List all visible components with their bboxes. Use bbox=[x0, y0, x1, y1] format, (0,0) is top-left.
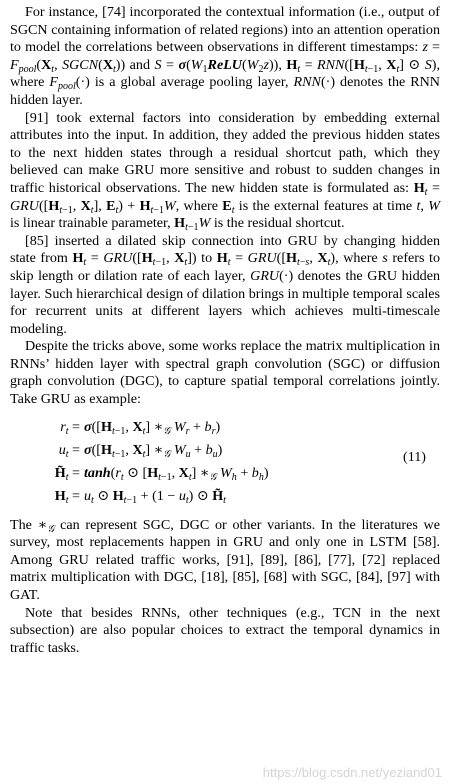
text: denotes the RNN hidden layer. bbox=[10, 74, 440, 108]
text: to bbox=[196, 250, 217, 267]
text: is the external features at time bbox=[234, 197, 417, 214]
paragraph-graph-conv bbox=[10, 338, 440, 408]
text: , where bbox=[10, 56, 440, 91]
equation-11: $r_t$ = $\sigma([H_{t-1}$, $X_t$] $∗_𝒢$ $W_r + b_r$) $u_t$ = $\sigma([H_{t-1}$, $X_t$] $∗_𝒢$ $W_u + b_u$) $H̃_t$ = $\tanh(r_t$ ⊙ [$H_{t-1}$, $X_t$] $∗_𝒢$ $W_h + b_h$) $H_t$ = $u_t$ ⊙ $H_{t-1} + (1 - u_t)$ ⊙ $H̃_t$ (11) bbox=[54, 418, 426, 506]
paragraph-note bbox=[10, 605, 440, 658]
text: Note that besides RNNs, other techniques (e.g., TCN in the next subsection) are also popular choices to extract the temporal dynamics in traffic tasks. bbox=[10, 604, 440, 656]
paragraph-residual-gru: [91] took external factors into consideration by embedding external attributes into the input. In addition, they added the previous hidden states to the next hidden states through a residual shortcut path, which they believed can make GRU more sensitive and robust to sudden changes in traffic historical observations. The new hidden state is formulated as: $H_t = GRU([H_{t-1}$, $X_t$], $E_t) + H_{t-1}W$, where $E_t$ is the external features at time t, W is linear trainable parameter, $H_{t-1}W$ is the residual shortcut. bbox=[10, 109, 440, 234]
watermark: https://blog.csdn.net/yeziand01 bbox=[262, 765, 442, 780]
paragraph-attention: For instance, [74] incorporated the contextual information (i.e., output of SGCN containing information of related regions) into an attention operation to model the correlations between observations in different timestamps: $z = F_{pool}(X_t$, $SGCN(X_t)$) and $S = \sigma(W_1ReLU(W_2z))$, $H_t = RNN([H_{t-1}$, $X_t$] ⊙ S), where $F_{pool}(\cdot)$ is a global average pooling layer, RNN(·) denotes the RNN hidden layer. bbox=[10, 4, 440, 108]
text: [91] took external factors into consideration by embedding external attributes into the input. In addition, they added the previous hidden states to the next hidden states through a residual shortcut path, which they believed can make GRU more sensitive and robust to sudden changes in traffic historical observations. The new hidden state is formulated as: bbox=[10, 109, 440, 196]
text: is a global average pooling layer, bbox=[89, 74, 294, 91]
text: , where bbox=[335, 250, 383, 267]
text: denotes the GRU hidden layer. Such hierarchical design of dilation brings in multiple temporal scales for recurrent units at different layers which achieves multi-timescale modeling. bbox=[10, 267, 440, 337]
text: refers to skip length or dilation rate of each layer, bbox=[10, 250, 441, 284]
text: and bbox=[125, 56, 155, 73]
text: is linear trainable parameter, bbox=[10, 215, 175, 232]
text: , bbox=[420, 197, 429, 214]
text: is the residual shortcut. bbox=[210, 215, 345, 232]
text: The bbox=[10, 516, 38, 533]
paper-page bbox=[10, 4, 440, 657]
text: , where bbox=[175, 197, 223, 214]
text: Despite the tricks above, some works replace the matrix multiplication in RNNs’ hidden layer with spectral graph convolution (SGC) or diffusion graph convolution (DGC), to capture spatial temporal correlations jointly. Take GRU as example: bbox=[10, 338, 440, 408]
paragraph-replacements: The $∗_𝒢$ can represent SGC, DGC or other variants. In the literatures we survey, most replacements happen in GRU and only one in LSTM [58]. Among GRU related traffic works, [91], [89], [86], [77], [72] replaced matrix multiplication with DGC, [18], [85], [68] with SGC, [84], [97] with GAT. bbox=[10, 516, 440, 604]
text: , bbox=[278, 56, 287, 73]
text: For instance, [74] incorporated the contextual information (i.e., output of SGCN containing information of related regions) into an attention operation to model the correlations between observations in different timestamps: bbox=[10, 4, 440, 56]
text: can represent SGC, DGC or other variants. In the literatures we survey, most replacements happen in GRU and only one in LSTM [58]. Among GRU related traffic works, [91], [89], [86], [77], [72] replaced matrix multiplication with DGC, [18], [85], [68] with SGC, [84], [97] with GAT. bbox=[10, 516, 440, 604]
paragraph-dilated-skip: [85] inserted a dilated skip connection into GRU by changing hidden state from $H_t = GRU([H_{t-1}$, $X_t$]) to $H_t = GRU([H_{t-s}$, $X_t$), where s refers to skip length or dilation rate of each layer, GRU(·) denotes the GRU hidden layer. Such hierarchical design of dilation brings in multiple temporal scales for recurrent units at different layers which achieves multi-timescale modeling. bbox=[10, 232, 441, 337]
equation-number: (11) bbox=[403, 448, 426, 465]
text: [85] inserted a dilated skip connection into GRU by changing hidden state from bbox=[10, 232, 440, 267]
